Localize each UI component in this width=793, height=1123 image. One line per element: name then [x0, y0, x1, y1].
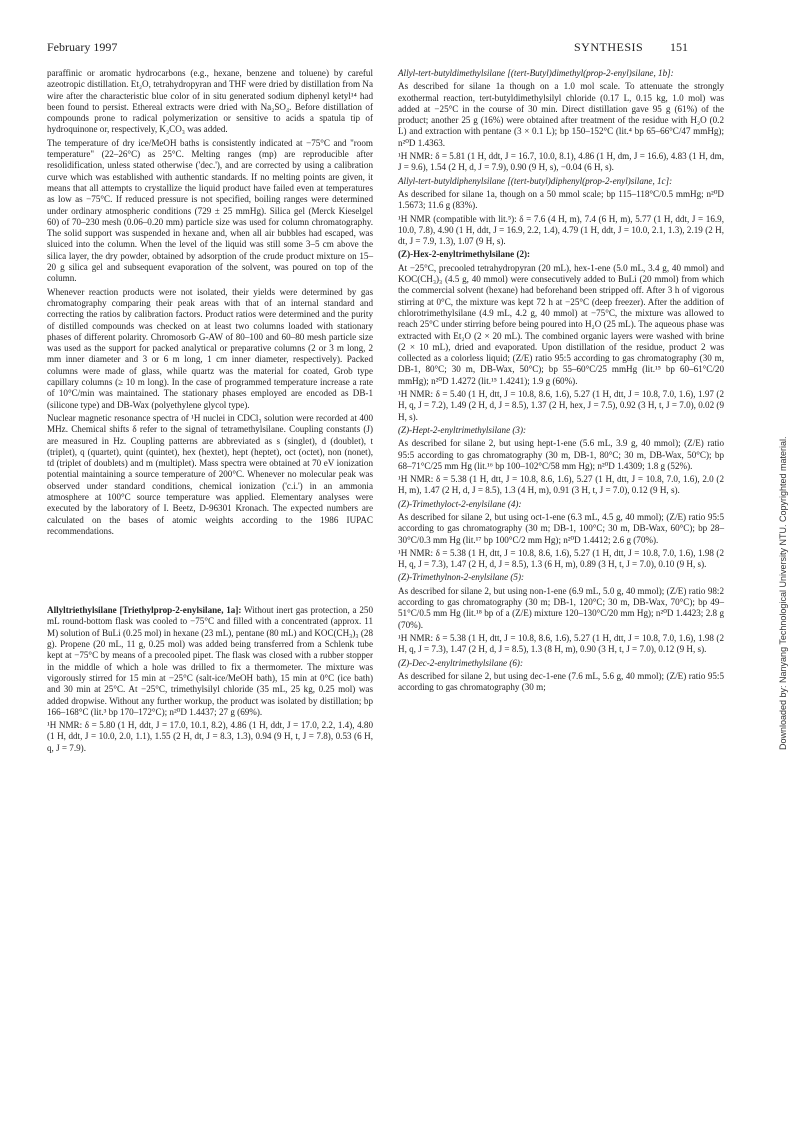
compound-6-heading: (Z)-Dec-2-enyltrimethylsilane (6): — [398, 657, 523, 668]
compound-2-procedure: At −25°C, precooled tetrahydropyran (20 mL), hex-1-ene (5.0 mL, 3.4 g, 40 mmol) and KOC(CH₃)₃ (4.5 g, 40 mmol) were consecutively added to BuLi (20 mmol) from which the commercial solvent (hexane) had beforehand been stripped off. After 3 h of vigorous stirring at 0°C, the mixture was kept 72 h at −25°C (deep freezer). After the addition of chlorotrimethylsilane (4.9 mL, 4.2 g, 40 mmol) at −75°C, the mixture was allowed to reach 25°C under stirring before being poured into H₂O (25 mL). The aqueous phase was extracted with Et₂O (2 × 20 mL). The combined organic layers were washed with brine (2 × 10 mL), dried and evaporated. Upon distillation of the residue, product 2 was collected as a colorless liquid; (Z/E) ratio 95:5 according to gas chromatography (30 m, DB-1, 80°C; 30 m, DB-Wax, 50°C); bp 55–60°C/25 mmHg (lit.¹⁵ bp 60–61°C/20 mmHg); n²⁰D 1.4272 (lit.¹⁵ 1.4241); 1.9 g (60%). — [398, 262, 724, 386]
download-notice-text: Downloaded by: Nanyang Technological University NTU. Copyrighted material. — [778, 436, 788, 750]
compound-1a-procedure: Without inert gas protection, a 250 mL round-bottom flask was cooled to −75°C and filled with a concentrated (approx. 11 M) solution of BuLi (0.25 mol) in hexane (23 mL), pentane (80 mL) and KOC(CH₃)₃ (28 g). Propene (20 mL, 11 g, 0.25 mol) was added being transferred from a Schlenk tube kept at −75°C by means of a precooled pipet. The flask was closed with a rubber stopper in the middle of which a hole was drilled to fix a thermometer. The mixture was vigorously stirred for 15 min at −25°C (salt-ice/MeOH bath), 15 min at 0°C (ice bath) and 30 min at 25°C. At −25°C, trimethylsilyl chloride (35 mL, 25 kg, 0.25 mol) was added dropwise. Without any further workup, the product was isolated by distillation; bp 166–168°C (lit.³ bp 170–172°C); n²⁰D 1.4437; 27 g (69%). — [47, 605, 373, 717]
compound-5-nmr: ¹H NMR: δ = 5.38 (1 H, dtt, J = 10.8, 8.6, 1.6), 5.27 (1 H, dtt, J = 10.8, 7.0, 1.6), 1.98 (2 H, q, J = 7.3), 1.47 (2 H, d, J = 8.5), 1.3 (8 H, m), 0.90 (3 H, t, J = 7.0), 0.12 (9 H, s). — [398, 632, 724, 655]
right-column — [398, 68, 724, 695]
compound-3-procedure: As described for silane 2, but using hept-1-ene (5.6 mL, 3.9 g, 40 mmol); (Z/E) ratio 95:5 according to gas chromatography (30 m, DB-1, 80°C; 30 m, DB-Wax, 50°C); bp 68–71°C/25 mm Hg (lit.¹⁶ bp 100–102°C/58 mm Hg); n²⁰D 1.4309; 1.8 g (52%). — [398, 438, 724, 471]
compound-1c-heading: Allyl-tert-butyldiphenylsilane [(tert-butyl)diphenyl(prop-2-enyl)silane, 1c]: — [398, 175, 673, 186]
header-page-number: 151 — [670, 40, 688, 54]
compound-1b-procedure: As described for silane 1a though on a 1.0 mol scale. To attenuate the strongly exothermal reaction, tert-butyldimethylsilyl chloride (0.17 L, 0.15 kg, 1.0 mol) was added at −25°C in the course of 30 min. Direct distillation gave 95 g (61%) of the product; another 25 g (16%) were obtained after treatment of the residue with H₂O (0.2 L) and extraction with pentane (3 × 0.1 L); bp 150–152°C (lit.⁴ bp 65–66°C/47 mmHg); n²⁰D 1.4363. — [398, 81, 724, 148]
paragraph-solvents: paraffinic or aromatic hydrocarbons (e.g., hexane, benzene and toluene) by careful azeotropic distillation. Et₂O, tetrahydropyran and THF were dried by distillation from Na wire after the characteristic blue color of in situ generated sodium diphenyl ketyl¹⁴ had been found to persist. Ethereal extracts were dried with Na₂SO₄. Before distillation of compounds prone to radical polymerization or sensitive to acids a spatula tip of hydroquinone or, respectively, K₂CO₃ was added. — [47, 68, 373, 135]
compound-1c-procedure: As described for silane 1a, though on a 50 mmol scale; bp 115–118°C/0.5 mmHg; n²⁰D 1.5673; 11.6 g (83%). — [398, 188, 724, 211]
compound-3-heading: (Z)-Hept-2-enyltrimethylsilane (3): — [398, 424, 527, 435]
compound-1c-nmr: ¹H NMR (compatible with lit.⁵): δ = 7.6 (4 H, m), 7.4 (6 H, m), 5.77 (1 H, ddt, J = 16.9, 10.0, 7.8), 4.90 (1 H, ddt, J = 16.9, 2.2, 1.4), 4.79 (1 H, ddt, J = 10.0, 2.1, 1.3), 2.19 (2 H, dt, J = 7.9, 1.3), 1.07 (9 H, s). — [398, 213, 724, 247]
compound-1a-entry — [47, 605, 373, 718]
compound-5-procedure: As described for silane 2, but using non-1-ene (6.9 mL, 5.0 g, 40 mmol); (Z/E) ratio 98:2 according to gas chromatography (30 m; DB-1, 120°C; 30 m, DB-Wax, 70°C); bp 49–51°C/0.5 mm Hg (lit.¹⁸ bp of a (Z/E) mixture 120–130°C/20 mm Hg); n²⁰D 1.4423; 2.8 g (70%). — [398, 585, 724, 630]
compound-2-heading: (Z)-Hex-2-enyltrimethylsilane (2): — [398, 249, 531, 260]
compound-1b-heading: Allyl-tert-butyldimethylsilane [(tert-Butyl)dimethyl(prop-2-enyl)silane, 1b]: — [398, 68, 674, 78]
paragraph-chromatography: Whenever reaction products were not isolated, their yields were determined by gas chromatography comparing their peak areas with that of an internal standard and correcting the ratios by calibration factors. Product ratios were determined and the purity of distilled compounds was checked on at least two columns loaded with stationary phases of different polarity. Chromosorb G-AW of 80–100 and 60–80 mesh particle size was used as the support for packed analytical or preparative columns (2 or 3 m long, 2 mm inner diameter and 3 or 6 m long, 1 cm inner diameter, respectively). Packed columns were made of glass, while quartz was the material for coated, Grob type capillary columns (≥ 10 m long). In the case of programmed temperature increase a rate of 10°C/min was maintained. The stationary phases employed are encoded as DB-1 (silicone type) and DB-Wax (polyethylene glycol type). — [47, 286, 373, 410]
header-journal: SYNTHESIS — [574, 40, 644, 54]
download-watermark — [776, 330, 790, 750]
compound-5-heading: (Z)-Trimethylnon-2-enylsilane (5): — [398, 572, 525, 583]
compound-1b-nmr: ¹H NMR: δ = 5.81 (1 H, ddt, J = 16.7, 10.0, 8.1), 4.86 (1 H, dm, J = 16.6), 4.83 (1 H, dm, J = 9.6), 1.54 (2 H, d, J = 7.9), 0.90 (9 H, s), −0.04 (6 H, s). — [398, 151, 724, 173]
column-spacer — [47, 539, 373, 605]
compound-3-nmr: ¹H NMR: δ = 5.38 (1 H, dtt, J = 10.8, 8.6, 1.6), 5.27 (1 H, dtt, J = 10.8, 7.0, 1.6), 2.0 (2 H, m), 1.47 (2 H, d, J = 8.5), 1.3 (4 H, m), 0.91 (3 H, t, J = 7.0), 0.12 (9 H, s). — [398, 474, 724, 496]
left-column — [47, 68, 373, 756]
paragraph-temperatures: The temperature of dry ice/MeOH baths is consistently indicated at −75°C and "room temperature" (22–26°C) as 25°C. Melting ranges (mp) are reproducible after resolidification, unless stated otherwise ('dec.'), and are corrected by using a calibration curve which was established with authentic standards. If no melting points are given, it means that all attempts to crystallize the liquid product have failed even at temperatures as low as −75°C. If reduced pressure is not specified, boiling ranges were determined under ordinary atmospheric conditions (729 ± 25 mmHg). Silica gel (Merck Kieselgel 60) of 70–230 mesh (0.06–0.20 mm) particle size was used for column chromatography. The solid support was suspended in hexane and, when all air bubbles had escaped, was sluiced into the column. When the level of the liquid was still some 3–5 cm above the silica layer, the dry powder, obtained by adsorption of the crude product mixture on 15–20 g silica gel and subsequent evaporation of the solvent, was poured on top of the column. — [47, 137, 373, 284]
compound-4-procedure: As described for silane 2, but using oct-1-ene (6.3 mL, 4.5 g, 40 mmol); (Z/E) ratio 95:5 according to gas chromatography (30 m; DB-1, 100°C; 30 m, DB-Wax, 60°C); bp 28–30°C/0.3 mm Hg (lit.¹⁷ bp 100°C/2 mm Hg); n²⁰D 1.4412; 2.6 g (70%). — [398, 511, 724, 545]
compound-1a-heading: Allyltriethylsilane [Triethylprop-2-enylsilane, 1a]: — [47, 605, 242, 616]
compound-4-heading: (Z)-Trimethyloct-2-enylsilane (4): — [398, 498, 522, 509]
header-date: February 1997 — [47, 40, 118, 54]
compound-1a-nmr: ¹H NMR: δ = 5.80 (1 H, ddt, J = 17.0, 10.1, 8.2), 4.86 (1 H, ddt, J = 17.0, 2.2, 1.4), 4.80 (1 H, ddt, J = 10.0, 2.0, 1.1), 1.55 (2 H, dt, J = 8.3, 1.3), 0.94 (9 H, t, J = 7.8), 0.53 (6 H, q, J = 7.9). — [47, 720, 373, 753]
compound-2-nmr: ¹H NMR: δ = 5.40 (1 H, dtt, J = 10.8, 8.6, 1.6), 5.27 (1 H, dtt, J = 10.8, 7.0, 1.6), 1.97 (2 H, q, J = 7.2), 1.49 (2 H, d, J = 8.5), 1.37 (2 H, hex, J = 7.5), 0.92 (3 H, t, J = 7.0), 0.02 (9 H, s). — [398, 389, 724, 422]
compound-6-procedure: As described for silane 2, but using dec-1-ene (7.6 mL, 5.6 g, 40 mmol); (Z/E) ratio 95:5 according to gas chromatography (30 m; — [398, 670, 724, 693]
compound-4-nmr: ¹H NMR: δ = 5.38 (1 H, dtt, J = 10.8, 8.6, 1.6), 5.27 (1 H, dtt, J = 10.8, 7.0, 1.6), 1.98 (2 H, q, J = 7.3), 1.47 (2 H, d, J = 8.5), 1.3 (6 H, m), 0.89 (3 H, t, J = 7.0), 0.10 (9 H, s). — [398, 547, 724, 570]
paragraph-spectroscopy: Nuclear magnetic resonance spectra of ¹H nuclei in CDCl₃ solution were recorded at 400 MHz. Chemical shifts δ refer to the signal of tetramethylsilane. Coupling constants (J) are measured in Hz. Coupling patterns are abbreviated as s (singlet), d (doublet), t (triplet), q (quartet), quint (quintet), hex (hextet), hept (heptet), oct (octet), non (nonet), td (triplet of doublets) and m (multiplet). Mass spectra were obtained at 70 eV ionization potential maintaining a source temperature of 200°C. Whenever no molecular peak was observed under standard conditions, chemical ionization ('c.i.') in an ammonia atmosphere at 100°C source temperature was applied. Elementary analyses were executed by the laboratory of I. Beetz, D-96301 Kronach. The expected numbers are calculated on the bases of atomic weights according to the 1986 IUPAC recommendations. — [47, 412, 373, 536]
